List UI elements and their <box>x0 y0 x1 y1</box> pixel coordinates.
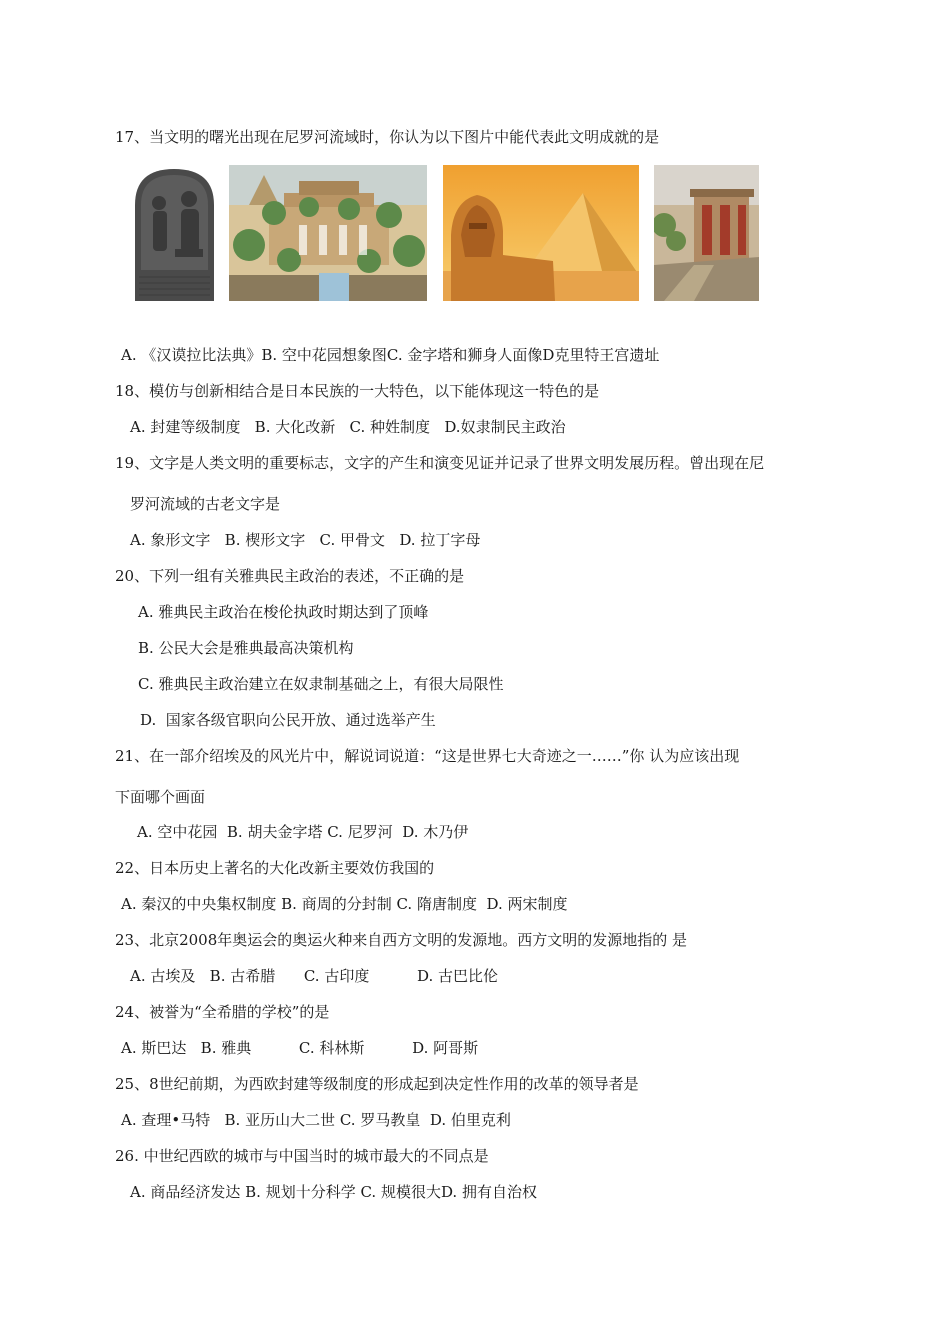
question-23-stem: 23、北京2008年奥运会的奥运火种来自西方文明的发源地。西方文明的发源地指的 是 <box>115 931 688 949</box>
question-22-options: A. 秦汉的中央集权制度 B. 商周的分封制 C. 隋唐制度 D. 两宋制度 <box>121 895 568 913</box>
question-19-options: A. 象形文字 B. 楔形文字 C. 甲骨文 D. 拉丁字母 <box>130 531 481 549</box>
sphinx-pyramid-image <box>443 165 639 301</box>
question-20-stem: 20、下列一组有关雅典民主政治的表述，不正确的是 <box>115 567 465 585</box>
question-21-options: A. 空中花园 B. 胡夫金字塔 C. 尼罗河 D. 木乃伊 <box>137 823 469 841</box>
question-25-options: A. 查理•马特 B. 亚历山大二世 C. 罗马教皇 D. 伯里克利 <box>121 1111 511 1129</box>
question-19-stem-line1: 19、文字是人类文明的重要标志，文字的产生和演变见证并记录了世界文明发展历程。曾出现在尼 <box>115 454 765 472</box>
question-25-stem: 25、8世纪前期，为西欧封建等级制度的形成起到决定性作用的改革的领导者是 <box>115 1075 639 1093</box>
question-22-stem: 22、日本历史上著名的大化改新主要效仿我国的 <box>115 859 435 877</box>
question-24-stem: 24、被誉为“全希腊的学校”的是 <box>115 1003 330 1021</box>
question-18-options: A. 封建等级制度 B. 大化改新 C. 种姓制度 D.奴隶制民主政治 <box>130 418 566 436</box>
question-20-option-a: A. 雅典民主政治在梭伦执政时期达到了顶峰 <box>138 603 429 621</box>
question-19-stem-line2: 罗河流域的古老文字是 <box>130 495 281 513</box>
question-20-option-c: C. 雅典民主政治建立在奴隶制基础之上，有很大局限性 <box>138 675 504 693</box>
question-17-options: A. 《汉谟拉比法典》B. 空中花园想象图C. 金字塔和狮身人面像D克里特王宫遗址 <box>121 346 660 364</box>
question-26-options: A. 商品经济发达 B. 规划十分科学 C. 规模很大D. 拥有自治权 <box>130 1183 537 1201</box>
question-17-stem: 17、当文明的曙光出现在尼罗河流域时，你认为以下图片中能代表此文明成就的是 <box>115 128 660 146</box>
question-21-stem-line1: 21、在一部介绍埃及的风光片中，解说词说道：“这是世界七大奇迹之一……”你 认为应该出现 <box>115 747 740 765</box>
question-24-options: A. 斯巴达 B. 雅典 C. 科林斯 D. 阿哥斯 <box>121 1039 479 1057</box>
question-18-stem: 18、模仿与创新相结合是日本民族的一大特色，以下能体现这一特色的是 <box>115 382 600 400</box>
hanging-gardens-image <box>229 165 427 301</box>
knossos-palace-image <box>654 165 759 301</box>
question-21-stem-line2: 下面哪个画面 <box>115 788 206 806</box>
hammurabi-code-image <box>129 165 220 301</box>
question-20-option-d: D. 国家各级官职向公民开放、通过选举产生 <box>140 711 436 729</box>
question-26-stem: 26. 中世纪西欧的城市与中国当时的城市最大的不同点是 <box>115 1147 489 1165</box>
question-20-option-b: B. 公民大会是雅典最高决策机构 <box>138 639 354 657</box>
question-23-options: A. 古埃及 B. 古希腊 C. 古印度 D. 古巴比伦 <box>130 967 499 985</box>
